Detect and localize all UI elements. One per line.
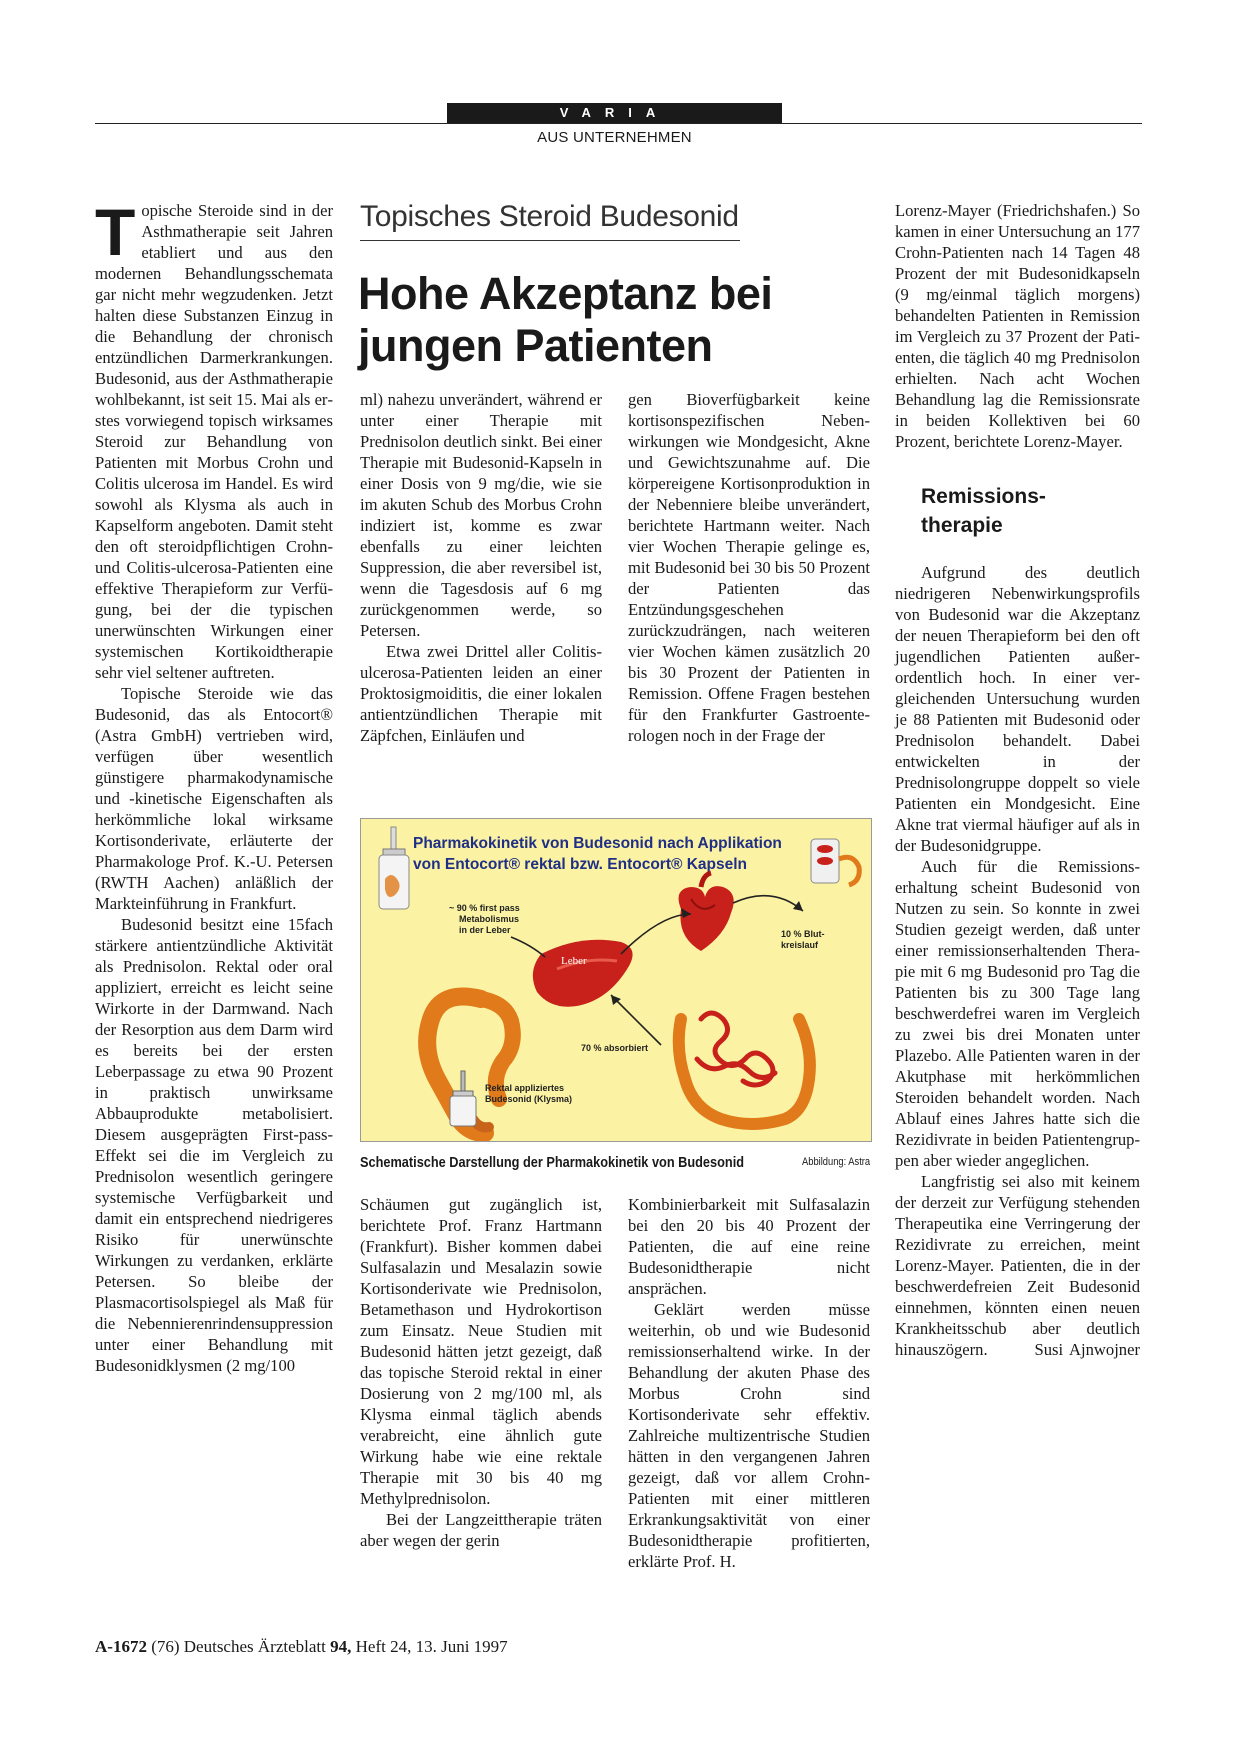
paragraph: Schäumen gut zugänglich ist, berichtete Prof. Franz Hartmann (Frankfurt). Bisher kommen dabei Sulfasalazin und Mesalazin sowie Kortisonderivate wie Prednisolon, Betamethason und Hydrokortison zum Einsatz. Neue Studien mit Budesonid hätten jetzt gezeigt, daß das topische Steroid rektal in einer Dosierung von 2 mg/100 ml, als Klysma einmal täglich abends verabreicht, eine ähnlich gute Wirkung habe wie eine rektale Therapie mit 30 bis 40 mg Methylprednisolon. bbox=[360, 1195, 602, 1508]
kicker-rule bbox=[360, 240, 740, 241]
article-column-3-bottom bbox=[628, 1194, 870, 1572]
figure-title-line-2: von Entocort® rektal bzw. Entocort® Kapseln bbox=[413, 856, 748, 873]
label-liver: Leber bbox=[561, 955, 587, 967]
label-first-pass-2: Metabolismus bbox=[459, 914, 520, 924]
footer-issue: Heft 24, 13. Juni 1997 bbox=[355, 1637, 508, 1656]
lead-text: opische Steroide sind in der Asthmatherapie seit Jahren etabliert und aus den modernen Behandlungsschemata gar nicht mehr wegzudenken. Jetzt halten diese Substanzen Einzug in die Behandlung der chronisch entzündlichen Darmerkrankungen. Budesonid, aus der Asthmatherapie wohlbekannt, ist seit 15. Mai als erstes vorwiegend topisch wirksames Steroid zur Behandlung von Patienten mit Morbus Crohn und Colitis ulcerosa im Handel. Es wird sowohl als Klysma als auch in Kapselform angeboten. Damit steht den oft steroidpflichtigen Crohn- und Colitis-ulcerosa-Patienten eine effektive Therapieform zur Verfügung, bei der die typischen unerwünschten Wirkungen einer systemischen Kortikoidtherapie sehr viel seltener auftreten. bbox=[95, 201, 333, 682]
label-first-pass-3: in der Leber bbox=[459, 925, 511, 935]
article-headline bbox=[358, 268, 858, 372]
footer-journal: (76) Deutsches Ärzteblatt bbox=[151, 1637, 326, 1656]
paragraph: Topische Steroide wie das Budesonid, das als Entocort® (Astra GmbH) vertrieben wird, verfügen über wesentlich günstigere pharmakodynamische und -kinetische Eigenschaften als herkömmliche lokal wirksame Kortisonderivate, erläuterte der Pharmakologe Prof. K.-U. Petersen (RWTH Aachen) anläßlich der Markteinführung in Frankfurt. bbox=[95, 684, 333, 913]
subheading-line-1: Remissions- bbox=[921, 485, 1046, 508]
final-text: Langfristig sei also mit keinem der derzeit zur Verfügung stehenden Therapeutika eine Verringerung der Rezidivrate zu erreichen, meint Lorenz-Mayer. Patienten, die in der beschwerdefreien Zeit Budesonid einnehmen, könnten einen neuen Krankheitsschub aber deutlich hinauszögern. bbox=[895, 1172, 1140, 1359]
liver-icon bbox=[533, 940, 633, 1007]
article-column-2-top bbox=[360, 389, 602, 746]
paragraph: gen Bioverfügbarkeit keine kortisonspezifischen Nebenwirkungen wie Mondgesicht, Akne und Gewichtszunahme auf. Die körpereigene Kortisonproduktion in der Nebenniere bleibe unverändert, berichtete Hartmann weiter. Nach vier Wochen Therapie gelinge es, mit Budesonid bei 30 bis 50 Prozent der Patienten das Entzündungsgeschehen zurückzudrängen, nach weiteren vier Wochen kämen zusätzlich 20 bis 30 Prozent der Patienten in Remission. Offene Fragen bestehen für den Frankfurter Gastroenterologen noch in der Frage der bbox=[628, 390, 870, 745]
header-rule bbox=[95, 123, 1142, 124]
label-blood-2: kreislauf bbox=[781, 940, 819, 950]
author-name: Susi Ajnwojner bbox=[1034, 1340, 1140, 1359]
capsule-pack-icon bbox=[811, 839, 859, 885]
paragraph: Etwa zwei Drittel aller Colitis-ulcerosa-Patienten leiden an einer Proktosigmoiditis, die einer lokalen antientzündlichen Therapie mit Zäpfchen, Einläufen und bbox=[360, 642, 602, 745]
article-column-3-top bbox=[628, 389, 870, 746]
subheading-line-2: therapie bbox=[921, 514, 1003, 537]
pharmacokinetics-diagram bbox=[361, 819, 871, 1141]
article-column-4 bbox=[895, 200, 1140, 1360]
headline-line-1: Hohe Akzeptanz bei bbox=[358, 268, 773, 319]
footer-volume: 94, bbox=[330, 1637, 352, 1656]
intestine-icon bbox=[679, 1013, 810, 1124]
label-rectal-2: Budesonid (Klysma) bbox=[485, 1094, 573, 1104]
lead-paragraph bbox=[95, 195, 333, 683]
label-blood-1: 10 % Blut- bbox=[781, 929, 825, 939]
figure-title-line-1: Pharmakokinetik von Budesonid nach Applikation bbox=[413, 835, 782, 852]
caption-text: Schematische Darstellung der Pharmakokinetik von Budesonid bbox=[360, 1154, 745, 1171]
caption-credit: Abbildung: Astra bbox=[801, 1156, 870, 1168]
page-id: A-1672 bbox=[95, 1637, 147, 1656]
article-column-1 bbox=[95, 195, 333, 1376]
pharmacokinetics-figure bbox=[360, 818, 872, 1142]
paragraph: Auch für die Remissionserhaltung scheint Budesonid von Nutzen zu sein. So konnte in zwei Studien gezeigt werden, daß unter einer remissionserhaltenden Therapie mit 6 mg Budesonid pro Tag die Patienten bis zu 300 Tage lang beschwerdefrei waren im Vergleich zu zwei bis drei Monaten unter Plazebo. Alle Patienten waren in der Akutphase mit herkömmlichen Steroiden behandelt worden. Nach Ablauf eines Jahres hatte sich die Rezidivrate in beiden Patientengruppen aber wieder angeglichen. bbox=[895, 857, 1140, 1170]
paragraph: Lorenz-Mayer (Friedrichshafen.) So kamen in einer Untersuchung an 177 Crohn-Patienten nach 14 Tagen 48 Prozent der mit Budesonidkapseln (9 mg/einmal täglich morgens) behandelten Patienten in Remission im Vergleich zu 37 Prozent der Patienten, die täglich 40 mg Prednisolon erhielten. Nach acht Wochen Behandlung lag die Remissionsrate in beiden Kollektiven bei 60 Prozent, berichtete Lorenz-Mayer. bbox=[895, 201, 1140, 451]
paragraph: Bei der Langzeittherapie träten aber wegen der gerin bbox=[360, 1510, 602, 1550]
label-absorbed: 70 % absorbiert bbox=[581, 1043, 649, 1053]
figure-caption bbox=[360, 1154, 870, 1171]
label-rectal-1: Rektal appliziertes bbox=[485, 1083, 565, 1093]
paragraph: Aufgrund des deutlich niedrigeren Nebenwirkungsprofils von Budesonid war die Akzeptanz der neuen Therapieform bei den oft jugendlichen Patienten außerordentlich hoch. In einer vergleichenden Untersuchung wurden je 88 Patienten mit Budesonid oder Prednisolon behandelt. Dabei entwickelten in der Prednisolongruppe doppelt so viele Patienten ein Mondgesicht. Eine Akne trat viermal häufiger auf als in der Budesonidgruppe. bbox=[895, 563, 1140, 855]
enema-bottle-icon bbox=[379, 827, 409, 909]
article-column-2-bottom bbox=[360, 1194, 602, 1551]
paragraph: ml) nahezu unverändert, während er unter einer Therapie mit Prednisolon deutlich sinkt. Bei einer Therapie mit Budesonid-Kapseln in einer Dosis von 9 mg/die, wie sie im akuten Schub des Morbus Crohn indiziert ist, komme es zwar ebenfalls zu einer leichten Suppression, die aber reversibel ist, wenn die Tagesdosis auf 6 mg zurückgenommen werde, so Petersen. bbox=[360, 390, 602, 640]
subheading-remissionstherapie bbox=[921, 482, 1140, 540]
headline-line-2: jungen Patienten bbox=[358, 320, 713, 371]
label-first-pass-1: ~ 90 % first pass bbox=[449, 903, 520, 913]
enema-bottle-bottom-icon bbox=[450, 1071, 476, 1126]
drop-cap: T bbox=[95, 195, 136, 269]
paragraph: Kombinierbarkeit mit Sulfasalazin bei den 20 bis 40 Prozent der Patienten, die auf eine reine Budesonidtherapie nicht ansprächen. bbox=[628, 1195, 870, 1298]
paragraph-final bbox=[895, 1171, 1140, 1360]
section-label: AUS UNTERNEHMEN bbox=[537, 129, 692, 146]
section-banner-varia: VARIA bbox=[447, 103, 782, 123]
page-footer bbox=[95, 1637, 508, 1657]
paragraph: Budesonid besitzt eine 15fach stärkere antientzündliche Aktivität als Prednisolon. Rektal oder oral appliziert, erreicht es leicht seine Wirkorte in der Darmwand. Nach der Resorption aus dem Darm wird es bereits bei der ersten Leberpassage zu etwa 90 Prozent in praktisch unwirksame Abbauprodukte metabolisiert. Diesem ausgeprägten First-pass-Effekt sei die im Vergleich zu Prednisolon wesentlich geringere systemische Verfügbarkeit und damit ein entsprechend niedrigeres Risiko für unerwünschte Wirkungen zu verdanken, erklärte Petersen. So bleibe der Plasmacortisolspiegel als Maß für die Nebennierenrindensuppression unter einer Behandlung mit Budesonidklysmen (2 mg/100 bbox=[95, 915, 333, 1375]
article-kicker: Topisches Steroid Budesonid bbox=[360, 200, 739, 233]
paragraph: Geklärt werden müsse weiterhin, ob und wie Budesonid remissionserhaltend wirke. In der Behandlung der akuten Phase des Morbus Crohn sind Kortisonderivate sehr effektiv. Zahlreiche multizentrische Studien hätten in den vergangenen Jahren gezeigt, daß vor allem Crohn-Patienten mit einer mittleren Erkrankungsaktivität von einer Budesonidtherapie profitierten, erklärte Prof. H. bbox=[628, 1300, 870, 1571]
